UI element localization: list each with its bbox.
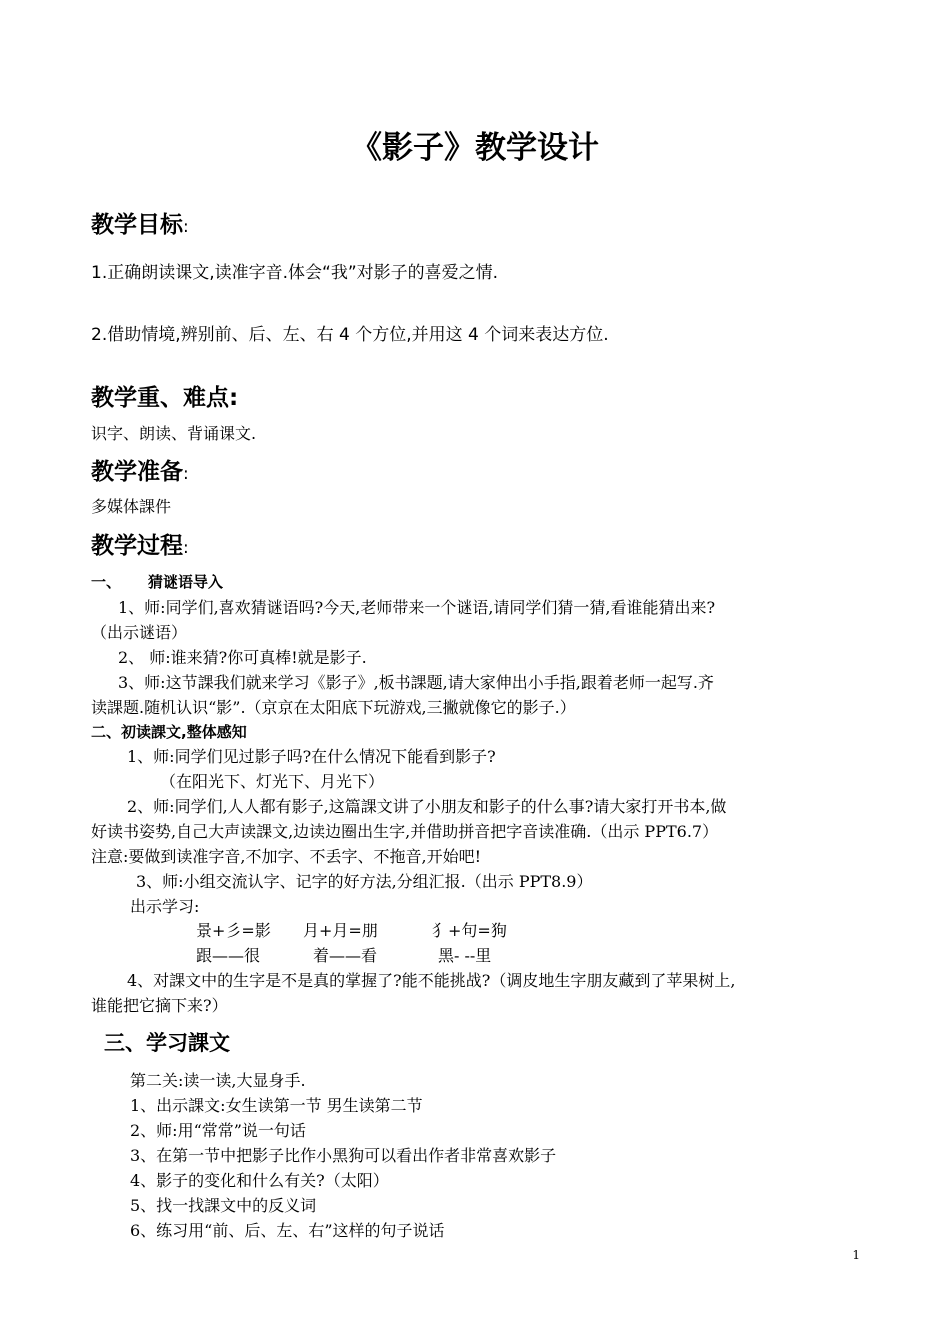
key-points-text: 识字、朗读、背诵课文.	[91, 424, 257, 443]
goal-item-1: 1.正确朗读课文,读准字音.体会“我”对影子的喜爱之情.	[91, 263, 499, 283]
s3-line: 2、师:用“常常”说一句话	[130, 1121, 306, 1140]
section-1-number: 一、	[91, 573, 122, 591]
s2-paragraph-2b: 好读书姿势,自己大声读課文,边读边圈出生字,并借助拼音把字音读准确.（出示 PPT6.7）	[91, 822, 719, 841]
prep-heading: 教学准备:	[91, 459, 189, 485]
s3-line: 6、练习用“前、后、左、右”这样的句子说话	[130, 1221, 445, 1240]
key-points-heading: 教学重、难点:	[91, 385, 239, 411]
section-1-title: 猜谜语导入	[148, 573, 224, 591]
page-number: 1	[852, 1248, 860, 1262]
word-pair: 跟——很	[196, 946, 261, 965]
prep-text: 多媒体課件	[91, 497, 172, 516]
goals-heading: 教学目标:	[91, 212, 189, 238]
s2-paragraph-1: 1、师:同学们见过影子吗?在什么情况下能看到影子?	[127, 747, 496, 766]
s2-paragraph-1-answer: （在阳光下、灯光下、月光下）	[160, 772, 385, 791]
document-title: 《影子》教学设计	[351, 130, 599, 166]
word-pair: 黑- --里	[438, 946, 492, 965]
s3-line: 4、影子的变化和什么有关?（太阳）	[130, 1171, 389, 1190]
s2-paragraph-4b: 谁能把它摘下来?）	[91, 996, 228, 1015]
goal-item-2: 2.借助情境,辨别前、后、左、右 4 个方位,并用这 4 个词来表达方位.	[91, 325, 609, 345]
word-formula: 景+彡=影	[196, 921, 271, 940]
s2-paragraph-2c: 注意:要做到读准字音,不加字、不丢字、不拖音,开始吧!	[91, 847, 481, 866]
s3-line: 1、出示課文:女生读第一节 男生读第二节	[130, 1096, 423, 1115]
s1-paragraph-3a: 3、师:这节課我们就来学习《影子》,板书課题,请大家伸出小手指,跟着老师一起写.齐	[118, 673, 714, 692]
s3-line: 第二关:读一读,大显身手.	[130, 1071, 306, 1090]
s1-paragraph-3b: 读課题.随机认识“影”.（京京在太阳底下玩游戏,三撇就像它的影子.）	[91, 698, 576, 717]
s2-paragraph-3: 3、师:小组交流认字、记字的好方法,分组汇报.（出示 PPT8.9）	[136, 872, 593, 891]
section-3-title: 三、学习課文	[104, 1031, 230, 1055]
s2-paragraph-2a: 2、师:同学们,人人都有影子,这篇課文讲了小朋友和影子的什么事?请大家打开书本,做	[127, 797, 727, 816]
s3-line: 3、在第一节中把影子比作小黑狗可以看出作者非常喜欢影子	[130, 1146, 557, 1165]
s2-show-label: 出示学习:	[130, 897, 200, 916]
s1-paragraph-1b: （出示谜语）	[91, 623, 188, 642]
word-formula: 月+月=朋	[303, 921, 378, 940]
section-2-title: 二、初读課文,整体感知	[91, 723, 247, 741]
s2-paragraph-4a: 4、对課文中的生字是不是真的掌握了?能不能挑战?（调皮地生字朋友藏到了苹果树上,	[127, 971, 736, 990]
s3-line: 5、找一找課文中的反义词	[130, 1196, 317, 1215]
process-heading: 教学过程:	[91, 533, 189, 559]
word-formula: 犭+句=狗	[432, 921, 507, 940]
s1-paragraph-1a: 1、师:同学们,喜欢猜谜语吗?今天,老师带来一个谜语,请同学们猜一猜,看谁能猜出来?	[118, 598, 716, 617]
s1-paragraph-2: 2、 师:谁来猜?你可真棒!就是影子.	[118, 648, 367, 667]
word-pair: 着——看	[313, 946, 378, 965]
